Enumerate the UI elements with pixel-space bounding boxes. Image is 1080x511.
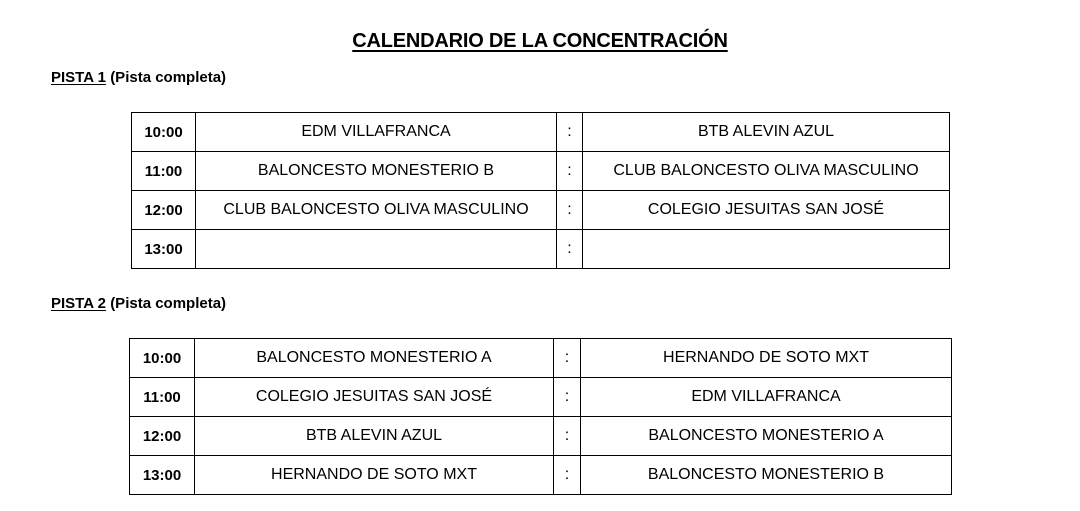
score-separator: : bbox=[557, 152, 583, 191]
away-team: BALONCESTO MONESTERIO B bbox=[581, 456, 952, 495]
home-team: BALONCESTO MONESTERIO B bbox=[196, 152, 557, 191]
table-row bbox=[132, 230, 950, 269]
table-row bbox=[132, 191, 950, 230]
table-row bbox=[132, 113, 950, 152]
table-row bbox=[132, 152, 950, 191]
score-separator: : bbox=[554, 456, 581, 495]
match-time: 13:00 bbox=[132, 230, 196, 269]
home-team: COLEGIO JESUITAS SAN JOSÉ bbox=[195, 378, 554, 417]
table-row bbox=[130, 417, 952, 456]
pista-1-heading bbox=[51, 69, 226, 86]
score-separator: : bbox=[557, 113, 583, 152]
home-team bbox=[196, 230, 557, 269]
score-separator: : bbox=[554, 339, 581, 378]
away-team: HERNANDO DE SOTO MXT bbox=[581, 339, 952, 378]
away-team: COLEGIO JESUITAS SAN JOSÉ bbox=[583, 191, 950, 230]
match-time: 10:00 bbox=[130, 339, 195, 378]
score-separator: : bbox=[557, 230, 583, 269]
away-team: CLUB BALONCESTO OLIVA MASCULINO bbox=[583, 152, 950, 191]
match-time: 11:00 bbox=[130, 378, 195, 417]
pista-2-detail: (Pista completa) bbox=[110, 295, 227, 312]
table-row bbox=[130, 456, 952, 495]
match-time: 11:00 bbox=[132, 152, 196, 191]
table-row bbox=[130, 378, 952, 417]
match-time: 13:00 bbox=[130, 456, 195, 495]
away-team bbox=[583, 230, 950, 269]
table-row bbox=[130, 339, 952, 378]
pista-1-name: PISTA 1 bbox=[51, 69, 107, 86]
away-team: EDM VILLAFRANCA bbox=[581, 378, 952, 417]
score-separator: : bbox=[554, 378, 581, 417]
away-team: BALONCESTO MONESTERIO A bbox=[581, 417, 952, 456]
pista-2-schedule-table bbox=[129, 338, 952, 495]
home-team: HERNANDO DE SOTO MXT bbox=[195, 456, 554, 495]
page-title: CALENDARIO DE LA CONCENTRACIÓN bbox=[352, 30, 728, 52]
home-team: BTB ALEVIN AZUL bbox=[195, 417, 554, 456]
home-team: BALONCESTO MONESTERIO A bbox=[195, 339, 554, 378]
match-time: 10:00 bbox=[132, 113, 196, 152]
pista-1-schedule-table bbox=[131, 112, 950, 269]
match-time: 12:00 bbox=[132, 191, 196, 230]
pista-2-name: PISTA 2 bbox=[51, 295, 107, 312]
home-team: CLUB BALONCESTO OLIVA MASCULINO bbox=[196, 191, 557, 230]
match-time: 12:00 bbox=[130, 417, 195, 456]
away-team: BTB ALEVIN AZUL bbox=[583, 113, 950, 152]
home-team: EDM VILLAFRANCA bbox=[196, 113, 557, 152]
score-separator: : bbox=[557, 191, 583, 230]
pista-2-heading bbox=[51, 295, 226, 312]
score-separator: : bbox=[554, 417, 581, 456]
pista-1-detail: (Pista completa) bbox=[110, 69, 227, 86]
